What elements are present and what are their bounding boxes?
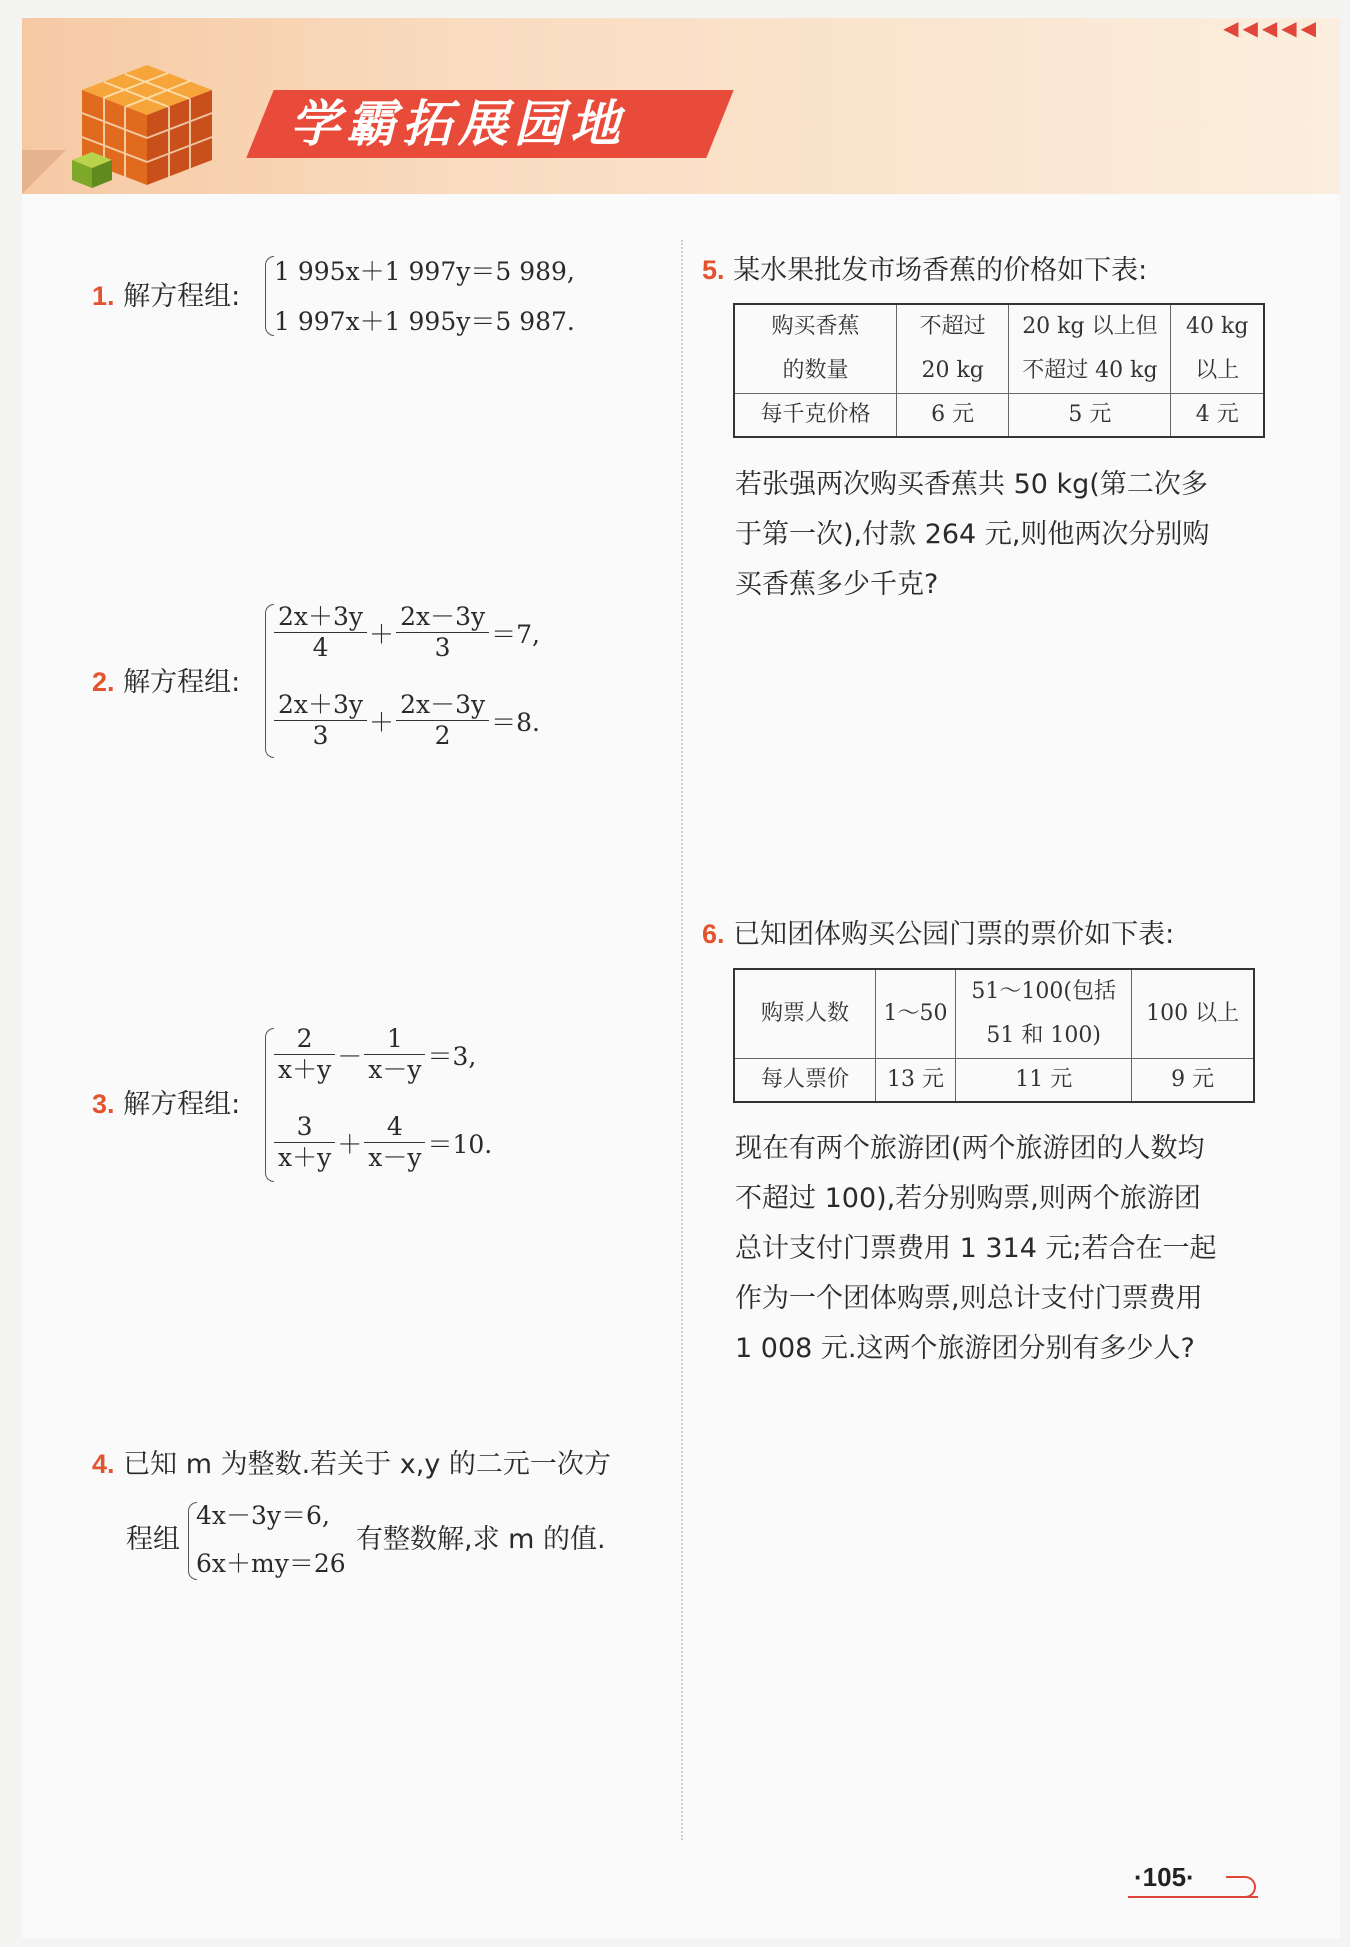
table-cell [734, 304, 896, 394]
cell-text: 不超过 40 kg [1022, 358, 1158, 383]
operator: ＋ [337, 1129, 363, 1159]
question-number: 6. [702, 919, 725, 949]
table-cell: 13 元 [875, 1059, 955, 1103]
fraction [364, 1112, 425, 1173]
equation-rhs: ＝8. [491, 707, 540, 737]
fraction [274, 1024, 335, 1085]
table-row [734, 304, 1264, 394]
question-label: 解方程组: [123, 667, 241, 698]
question-6 [702, 916, 1174, 953]
equation-row [272, 1112, 492, 1173]
cell-text: 51 和 100) [986, 1023, 1101, 1048]
question-text: 程组 [126, 1524, 180, 1555]
equation-line: 6x＋my＝26 [196, 1549, 346, 1578]
table-cell: 每千克价格 [734, 394, 896, 438]
cell-text: 以上 [1195, 358, 1240, 383]
fraction [364, 1024, 425, 1085]
table-cell: 每人票价 [734, 1059, 875, 1103]
operator: ＋ [369, 619, 395, 649]
question-2 [92, 664, 240, 701]
table-cell [896, 304, 1008, 394]
equation-brace [265, 256, 274, 336]
cube-icon [72, 60, 222, 190]
decorative-arrows-icon: ◀◀◀◀◀ [1223, 16, 1320, 40]
numerator: 3 [274, 1112, 335, 1143]
table-row [734, 969, 1254, 1059]
equation-line: 1 997x＋1 995y＝5 987. [274, 307, 575, 336]
numerator: 2x－3y [396, 602, 489, 633]
fraction [274, 602, 367, 663]
ticket-price-table [733, 968, 1255, 1103]
question-text: 已知 m 为整数.若关于 x,y 的二元一次方 [123, 1449, 611, 1480]
denominator: x－y [368, 1055, 422, 1084]
denominator: 3 [434, 633, 451, 662]
numerator: 4 [364, 1112, 425, 1143]
table-cell: 购票人数 [734, 969, 875, 1059]
equation-row [272, 1024, 476, 1085]
table-cell: 1～50 [875, 969, 955, 1059]
denominator: 4 [312, 633, 329, 662]
cell-text: 购买香蕉 [771, 314, 860, 339]
equation-line: 1 995x＋1 997y＝5 989, [274, 257, 575, 286]
page-hook-icon [1226, 1876, 1256, 1898]
question-1 [92, 278, 240, 315]
equation-rhs: ＝3, [427, 1041, 477, 1071]
question-number: 4. [92, 1449, 115, 1479]
cell-text: 20 kg [921, 358, 984, 383]
question-text: 已知团体购买公园门票的票价如下表: [733, 919, 1175, 950]
paragraph-line: 不超过 100),若分别购票,则两个旅游团 [735, 1183, 1201, 1214]
fraction [274, 690, 367, 751]
page-number: ·105· [1134, 1862, 1195, 1892]
banana-price-table [733, 303, 1265, 438]
table-row [734, 394, 1264, 438]
question-number: 5. [702, 255, 725, 285]
question-label: 解方程组: [123, 1089, 241, 1120]
numerator: 2x＋3y [274, 602, 367, 633]
question-text: 有整数解,求 m 的值. [356, 1524, 606, 1555]
cell-text: 51～100(包括 [971, 979, 1116, 1004]
numerator: 1 [364, 1024, 425, 1055]
paragraph-line: 买香蕉多少千克? [735, 569, 939, 600]
table-cell [1009, 304, 1171, 394]
paragraph-line: 现在有两个旅游团(两个旅游团的人数均 [735, 1133, 1205, 1164]
cell-text: 20 kg 以上但 [1022, 314, 1158, 339]
paragraph-line: 总计支付门票费用 1 314 元;若合在一起 [735, 1233, 1217, 1264]
question-4 [92, 1446, 611, 1483]
equation-line: 4x－3y＝6, [196, 1501, 330, 1530]
question-number: 2. [92, 667, 115, 697]
equation-row [272, 602, 540, 663]
numerator: 2x＋3y [274, 690, 367, 721]
numerator: 2 [274, 1024, 335, 1055]
question-paragraph [735, 460, 1209, 610]
question-text: 某水果批发市场香蕉的价格如下表: [733, 255, 1148, 286]
question-number: 3. [92, 1089, 115, 1119]
table-cell [956, 969, 1132, 1059]
paragraph-line: 于第一次),付款 264 元,则他两次分别购 [735, 519, 1210, 550]
table-cell: 100 以上 [1132, 969, 1254, 1059]
denominator: 2 [434, 721, 451, 750]
table-cell: 9 元 [1132, 1059, 1254, 1103]
operator: ＋ [369, 707, 395, 737]
denominator: x＋y [278, 1143, 332, 1172]
question-label: 解方程组: [123, 281, 241, 312]
table-cell: 5 元 [1009, 394, 1171, 438]
numerator: 2x－3y [396, 690, 489, 721]
question-number: 1. [92, 281, 115, 311]
table-cell: 6 元 [896, 394, 1008, 438]
table-cell: 11 元 [956, 1059, 1132, 1103]
table-cell: 4 元 [1171, 394, 1264, 438]
operator: － [337, 1041, 363, 1071]
question-3 [92, 1086, 240, 1123]
fraction [396, 602, 489, 663]
denominator: 3 [312, 721, 329, 750]
equation-row [272, 690, 540, 751]
question-paragraph [735, 1124, 1217, 1374]
paragraph-line: 1 008 元.这两个旅游团分别有多少人? [735, 1333, 1195, 1364]
page-title: 学霸拓展园地 [290, 95, 626, 153]
paragraph-line: 作为一个团体购票,则总计支付门票费用 [735, 1283, 1203, 1314]
denominator: x＋y [278, 1055, 332, 1084]
cell-text: 的数量 [782, 358, 849, 383]
fraction [274, 1112, 335, 1173]
equation-rhs: ＝7, [491, 619, 540, 649]
table-cell [1171, 304, 1264, 394]
banner-fold [22, 150, 66, 194]
fraction [396, 690, 489, 751]
table-row [734, 1059, 1254, 1103]
question-5 [702, 252, 1147, 289]
cell-text: 不超过 [919, 314, 986, 339]
denominator: x－y [368, 1143, 422, 1172]
equation-rhs: ＝10. [427, 1129, 493, 1159]
cell-text: 40 kg [1186, 314, 1249, 339]
paragraph-line: 若张强两次购买香蕉共 50 kg(第二次多 [735, 469, 1208, 500]
column-divider [681, 240, 683, 1840]
